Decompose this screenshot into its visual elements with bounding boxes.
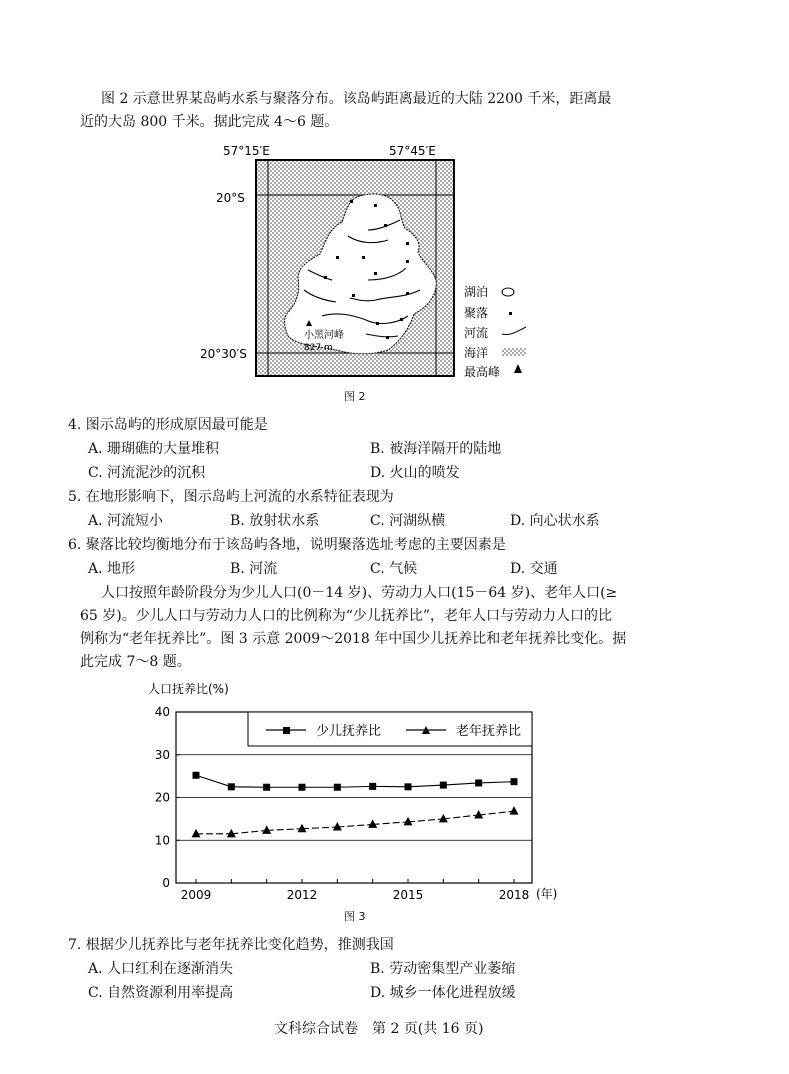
elderly-ratio-segment [479, 811, 514, 815]
question-4-stem: 4. 图示岛屿的形成原因最可能是 [68, 417, 268, 433]
settlement-dot [324, 276, 327, 279]
q5-option-d: D. 向心状水系 [510, 513, 600, 529]
q4-option-a: A. 珊瑚礁的大量堆积 [88, 441, 220, 457]
elderly-ratio-segment [231, 830, 266, 833]
children-ratio-point [193, 772, 200, 779]
q6-option-a: A. 地形 [88, 561, 136, 577]
q7-option-c: C. 自然资源利用率提高 [88, 985, 234, 1001]
children-ratio-point [511, 778, 518, 785]
intro-line-1: 图 2 示意世界某岛屿水系与聚落分布。该岛屿距离最近的大陆 2200 千米，距离最 [101, 91, 612, 107]
chart-legend [248, 712, 532, 746]
children-ratio-point [405, 783, 412, 790]
y-axis-label: 人口抚养比(%) [148, 682, 229, 696]
figure-3-caption: 图 3 [344, 910, 366, 923]
children-ratio-point [369, 783, 376, 790]
lat-top-label: 20°S [216, 191, 245, 205]
x-tick-label: 2018 [498, 888, 530, 902]
intro2-line-2: 65 岁)。少儿人口与劳动力人口的比例称为“少儿抚养比”，老年人口与劳动力人口的比 [80, 608, 613, 624]
ocean-pattern-icon [502, 348, 526, 356]
page-footer: 文科综合试卷 第 2 页(共 16 页) [274, 1021, 484, 1037]
island-map [200, 140, 550, 390]
q7-option-d: D. 城乡一体化进程放缓 [370, 985, 516, 1001]
elderly-ratio-point [192, 829, 201, 838]
x-tick-label: 2015 [392, 888, 424, 902]
q6-option-b: B. 河流 [230, 561, 278, 577]
q7-option-b: B. 劳动密集型产业萎缩 [370, 961, 516, 977]
legend-river-label: 河流 [464, 326, 489, 340]
x-tick-label: 2009 [180, 888, 212, 902]
intro-line-2: 近的大岛 800 千米。据此完成 4～6 题。 [80, 114, 339, 130]
elderly-ratio-point [262, 825, 271, 834]
legend-peak-label: 最高峰 [464, 365, 501, 379]
q6-option-c: C. 气候 [370, 561, 418, 577]
y-tick-label: 20 [154, 790, 170, 805]
q5-option-a: A. 河流短小 [88, 513, 164, 529]
q4-option-c: C. 河流泥沙的沉积 [88, 465, 206, 481]
children-ratio-point [299, 784, 306, 791]
legend-lake-label: 湖泊 [464, 285, 489, 299]
series-lines [196, 775, 514, 834]
square-marker-icon [283, 727, 290, 734]
y-tick-label: 30 [154, 747, 170, 762]
children-ratio-segment [408, 785, 443, 787]
peak-name: 小黑河峰 [304, 330, 344, 341]
intro2-line-4: 此完成 7～8 题。 [80, 654, 191, 670]
elderly-ratio-point [510, 806, 519, 815]
elderly-ratio-segment [373, 822, 408, 825]
intro2-line-3: 例称为“老年抚养比”。图 3 示意 2009～2018 年中国少儿抚养比和老年抚养比变化。据 [80, 631, 627, 647]
y-tick-label: 40 [154, 705, 170, 719]
children-ratio-point [228, 783, 235, 790]
question-6-stem: 6. 聚落比较均衡地分布于该岛屿各地，说明聚落选址考虑的主要因素是 [68, 537, 506, 553]
settlement-dot [352, 294, 355, 297]
q4-option-d: D. 火山的喷发 [370, 465, 460, 481]
settlement-dot [406, 242, 409, 245]
settlement-dot [374, 272, 377, 275]
elderly-ratio-segment [443, 815, 478, 819]
y-tick-label: 10 [154, 833, 170, 848]
lake-icon [502, 288, 514, 296]
children-ratio-segment [196, 775, 231, 787]
children-ratio-segment [479, 782, 514, 783]
series-markers [192, 772, 519, 838]
settlement-dot [384, 224, 387, 227]
children-ratio-point [440, 782, 447, 789]
elderly-ratio-segment [337, 824, 372, 827]
elderly-ratio-segment [408, 819, 443, 822]
lon-right-label: 57°45′E [389, 144, 436, 158]
river-icon [502, 327, 526, 335]
lat-bottom-label: 20°30′S [200, 347, 247, 361]
q4-option-b: B. 被海洋隔开的陆地 [370, 441, 502, 457]
settlement-dot [374, 204, 377, 207]
figure-2-caption: 图 2 [344, 390, 366, 403]
settlement-dot [406, 292, 409, 295]
question-7-stem: 7. 根据少儿抚养比与老年抚养比变化趋势，推测我国 [68, 937, 394, 953]
settlement-dot [362, 256, 365, 259]
q5-option-b: B. 放射状水系 [230, 513, 320, 529]
map-legend [464, 284, 526, 379]
elderly-ratio-segment [267, 829, 302, 831]
settlement-dot [376, 322, 379, 325]
elderly-ratio-segment [302, 827, 337, 829]
children-ratio-segment [443, 783, 478, 785]
legend-elderly-label: 老年抚养比 [456, 724, 522, 739]
q7-option-a: A. 人口红利在逐渐消失 [88, 961, 234, 977]
settlement-dot [350, 200, 353, 203]
children-ratio-segment [337, 786, 372, 787]
y-tick-label: 0 [162, 876, 170, 890]
intro2-line-1: 人口按照年龄阶段分为少儿人口(0－14 岁)、劳动力人口(15－64 岁)、老年人口(≥ [101, 585, 618, 601]
x-tick-label: 2012 [286, 888, 318, 902]
gridlines [176, 755, 532, 841]
q6-option-d: D. 交通 [510, 561, 558, 577]
children-ratio-point [475, 779, 482, 786]
settlement-dot [400, 318, 403, 321]
question-5-stem: 5. 在地形影响下，图示岛屿上河流的水系特征表现为 [68, 489, 394, 505]
q5-option-c: C. 河湖纵横 [370, 513, 446, 529]
elderly-ratio-point [298, 824, 307, 833]
dependency-ratio-chart [140, 676, 560, 912]
peak-legend-triangle-icon [514, 364, 522, 373]
legend-settlement-label: 聚落 [464, 306, 489, 320]
children-ratio-point [263, 784, 270, 791]
lon-left-label: 57°15′E [223, 144, 270, 158]
children-ratio-point [334, 784, 341, 791]
legend-children-label: 少儿抚养比 [316, 724, 382, 739]
x-axis-unit: (年) [536, 887, 558, 901]
settlement-dot [386, 336, 389, 339]
legend-ocean-label: 海洋 [464, 346, 489, 360]
settlement-dot [336, 256, 339, 259]
settlement-dot [406, 260, 409, 263]
settlement-dot-icon [509, 312, 512, 315]
peak-height: 827 m [304, 343, 333, 353]
